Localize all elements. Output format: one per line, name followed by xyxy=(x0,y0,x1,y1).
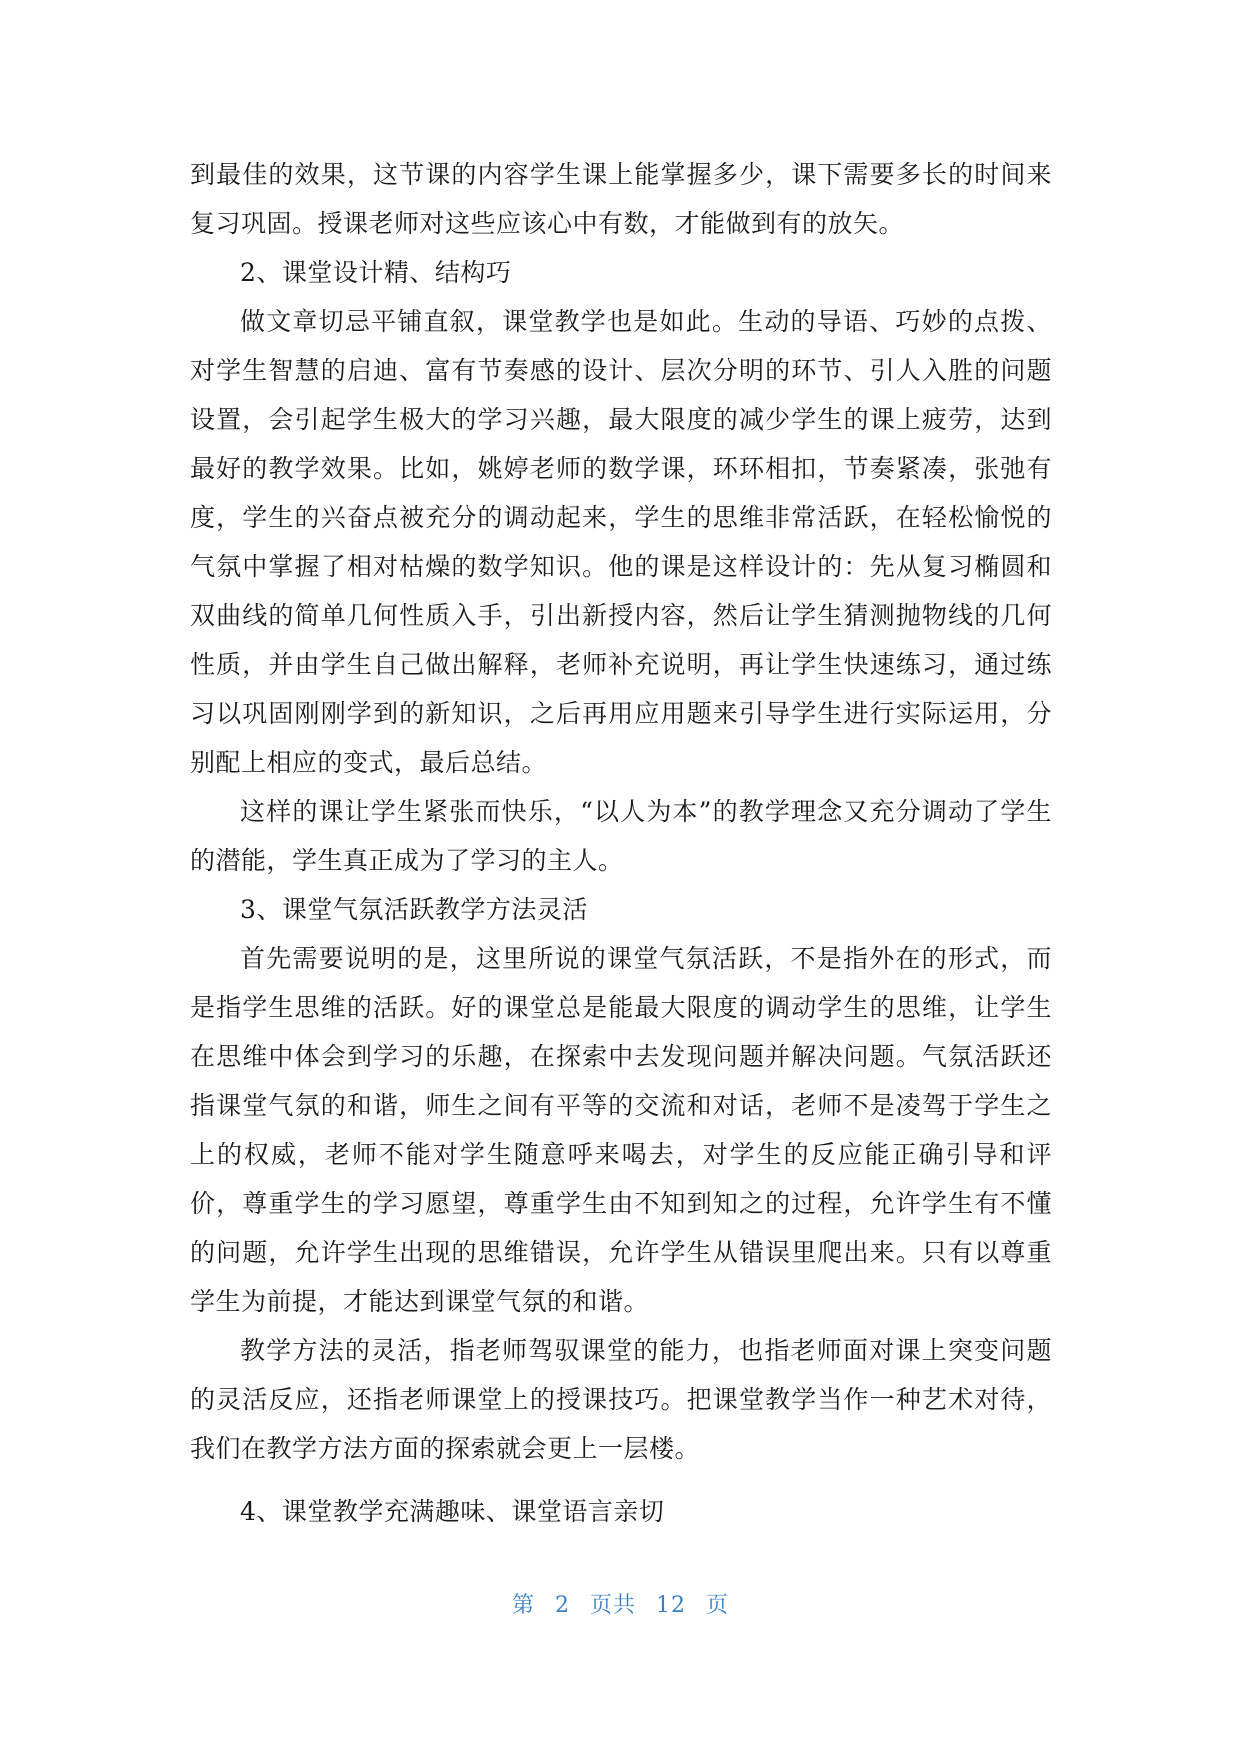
paragraph-continuation: 到最佳的效果，这节课的内容学生课上能掌握多少，课下需要多长的时间来复习巩固。授课老师对这些应该心中有数，才能做到有的放矢。 xyxy=(190,160,1052,238)
section-heading-3: 3、课堂气氛活跃教学方法灵活 xyxy=(240,895,588,924)
footer-suffix: 页 xyxy=(706,1593,730,1618)
paragraph-class-atmosphere: 首先需要说明的是，这里所说的课堂气氛活跃，不是指外在的形式，而是指学生思维的活跃。好的课堂总是能最大限度的调动学生的思维，让学生在思维中体会到学习的乐趣，在探索中去发现问题并解决问题。气氛活跃还指课堂气氛的和谐，师生之间有平等的交流和对话，老师不是凌驾于学生之上的权威，老师不能对学生随意呼来喝去，对学生的反应能正确引导和评价，尊重学生的学习愿望，尊重学生由不知到知之的过程，允许学生有不懂的问题，允许学生出现的思维错误，允许学生从错误里爬出来。只有以尊重学生为前提，才能达到课堂气氛的和谐。 xyxy=(190,944,1052,1316)
paragraph-student-potential: 这样的课让学生紧张而快乐，“以人为本”的教学理念又充分调动了学生的潜能，学生真正成为了学习的主人。 xyxy=(190,797,1052,875)
page-footer xyxy=(0,1588,1241,1619)
section-heading-4: 4、课堂教学充满趣味、课堂语言亲切 xyxy=(240,1497,665,1526)
paragraph-lesson-design: 做文章切忌平铺直叙，课堂教学也是如此。生动的导语、巧妙的点拨、对学生智慧的启迪、富有节奏感的设计、层次分明的环节、引人入胜的问题设置，会引起学生极大的学习兴趣，最大限度的减少学生的课上疲劳，达到最好的教学效果。比如，姚婷老师的数学课，环环相扣，节奏紧凑，张弛有度，学生的兴奋点被充分的调动起来，学生的思维非常活跃，在轻松愉悦的气氛中掌握了相对枯燥的数学知识。他的课是这样设计的：先从复习椭圆和双曲线的简单几何性质入手，引出新授内容，然后让学生猜测抛物线的几何性质，并由学生自己做出解释，老师补充说明，再让学生快速练习，通过练习以巩固刚刚学到的新知识，之后再用应用题来引导学生进行实际运用，分别配上相应的变式，最后总结。 xyxy=(190,307,1052,777)
paragraph-teaching-methods: 教学方法的灵活，指老师驾驭课堂的能力，也指老师面对课上突变问题的灵活反应，还指老师课堂上的授课技巧。把课堂教学当作一种艺术对待，我们在教学方法方面的探索就会更上一层楼。 xyxy=(190,1336,1052,1463)
footer-page-number: 2 xyxy=(554,1593,570,1618)
document-body xyxy=(190,150,1052,1536)
footer-prefix: 第 xyxy=(511,1593,535,1618)
footer-total-pages: 12 xyxy=(656,1593,686,1618)
section-heading-2: 2、课堂设计精、结构巧 xyxy=(240,258,512,287)
footer-mid: 页共 xyxy=(589,1593,636,1618)
